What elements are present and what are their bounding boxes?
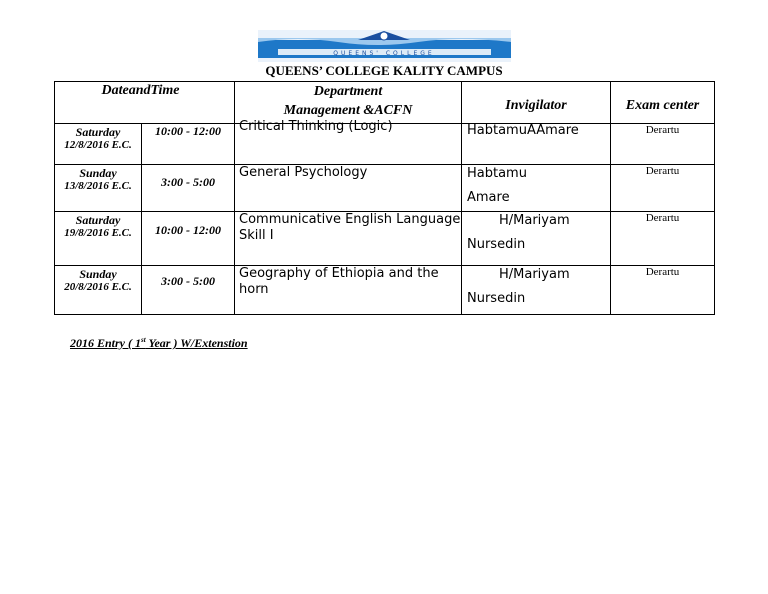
exam-center-cell: Derartu — [611, 124, 715, 165]
header-row — [55, 82, 715, 124]
header-invigilator: Invigilator — [462, 82, 611, 124]
header-exam-center: Exam center — [611, 82, 715, 124]
entry-caption: 2016 Entry ( 1st Year ) W/Extenstion — [70, 336, 248, 350]
header-department — [235, 82, 462, 124]
date-cell: Saturday 12/8/2016 E.C. — [55, 124, 142, 165]
exam-center-cell: Derartu — [611, 266, 715, 315]
college-logo — [258, 30, 511, 62]
table-row — [55, 212, 715, 266]
invigilator-cell: Habtamu Amare — [462, 165, 611, 212]
exam-schedule-table — [54, 81, 715, 315]
exam-center-cell: Derartu — [611, 165, 715, 212]
course-cell: General Psychology — [235, 165, 462, 212]
header-department-line2: Management &ACFN — [283, 103, 413, 118]
exam-center-cell: Derartu — [611, 212, 715, 266]
table-row — [55, 165, 715, 212]
date-cell: Saturday 19/8/2016 E.C. — [55, 212, 142, 266]
date-cell: Sunday 20/8/2016 E.C. — [55, 266, 142, 315]
table-row — [55, 124, 715, 165]
time-cell: 10:00 - 12:00 — [142, 124, 235, 165]
date-cell: Sunday 13/8/2016 E.C. — [55, 165, 142, 212]
invigilator-cell: H/Mariyam Nursedin — [462, 212, 611, 266]
invigilator-cell: HabtamuAAmare — [462, 124, 611, 165]
header-department-line1: Department — [313, 84, 383, 99]
header-date-time: DateandTime — [55, 82, 235, 124]
time-cell: 3:00 - 5:00 — [142, 165, 235, 212]
course-cell: Critical Thinking (Logic) — [235, 124, 462, 165]
time-cell: 3:00 - 5:00 — [142, 266, 235, 315]
course-cell: Geography of Ethiopia and the horn — [235, 266, 462, 315]
page-title: QUEENS’ COLLEGE KALITY CAMPUS — [265, 63, 503, 78]
svg-text:QUEENS' COLLEGE: QUEENS' COLLEGE — [333, 50, 435, 57]
course-cell: Communicative English Language Skill I — [235, 212, 462, 266]
time-cell: 10:00 - 12:00 — [142, 212, 235, 266]
table-row — [55, 266, 715, 315]
invigilator-cell: H/Mariyam Nursedin — [462, 266, 611, 315]
